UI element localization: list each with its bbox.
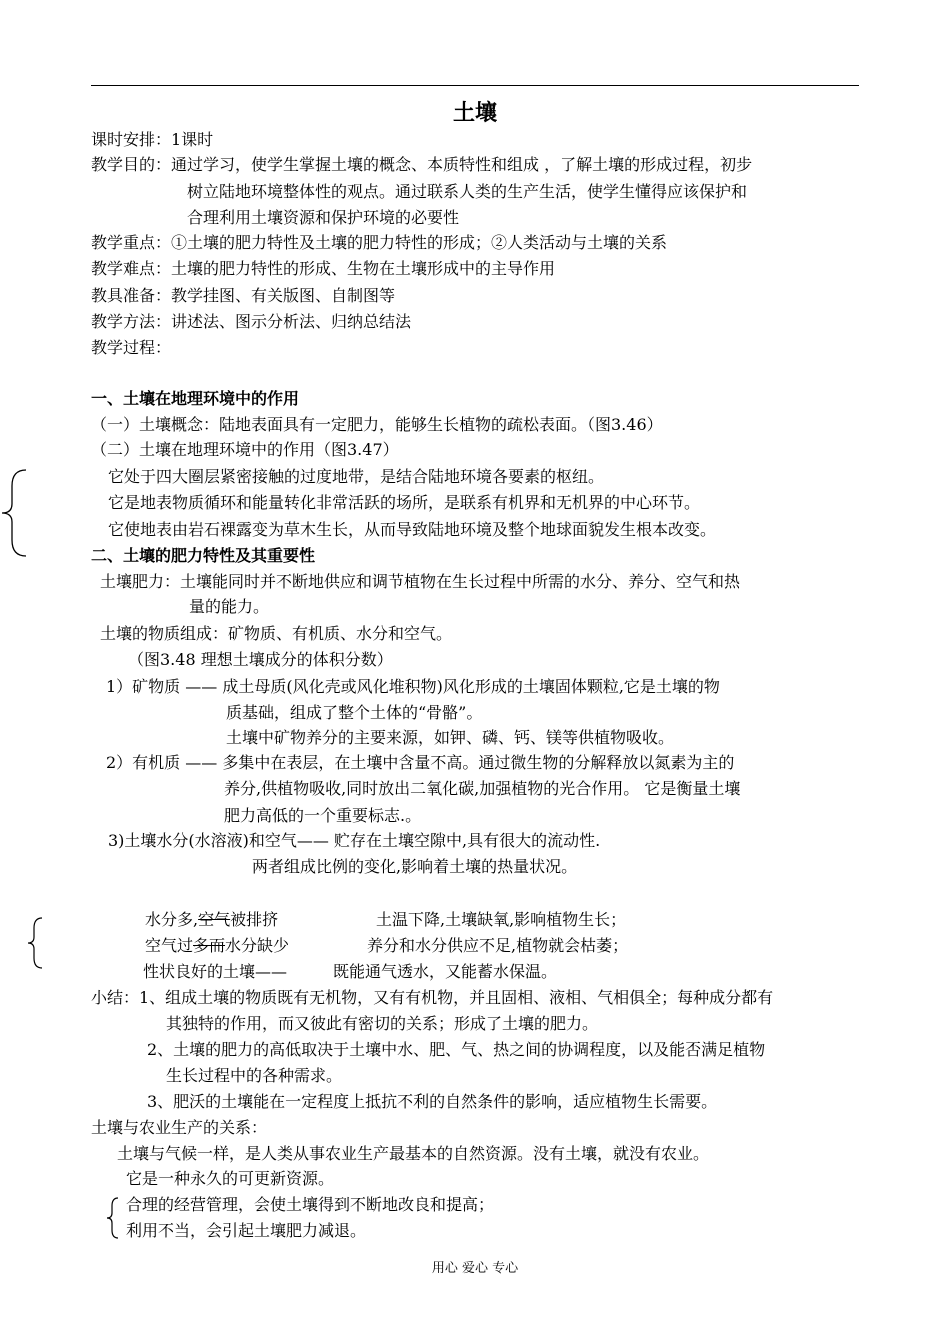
case-good-soil-effect: 既能通气透水，又能蓄水保温。 <box>333 962 558 981</box>
lesson-hours: 课时安排：1课时 <box>91 130 214 149</box>
organic-line: 养分,供植物吸收,同时放出二氧化碳,加强植物的光合作用。 它是衡量土壤 <box>224 779 741 798</box>
teaching-aim: 教学目的：通过学习，使学生掌握土壤的概念、本质特性和组成 ，了解土壤的形成过程，初步 <box>91 155 753 174</box>
mineral-line: 土壤中矿物养分的主要来源，如钾、磷、钙、镁等供植物吸收。 <box>226 728 675 747</box>
soil-composition: 土壤的物质组成：矿物质、有机质、水分和空气。 <box>100 624 453 643</box>
summary-line: 生长过程中的各种需求。 <box>166 1066 343 1085</box>
soil-role-heading: （二）土壤在地理环境中的作用（图3.47） <box>91 440 399 459</box>
left-brace-icon <box>105 1196 121 1240</box>
agriculture-line: 合理的经营管理，会使土壤得到不断地改良和提高； <box>126 1195 495 1214</box>
summary-line: 小结：1、组成土壤的物质既有无机物，又有有机物，并且固相、液相、气相俱全；每种成分都有 <box>91 988 774 1007</box>
water-air-line: 3)土壤水分(水溶液)和空气—— 贮存在土壤空隙中,具有很大的流动性. <box>108 831 601 850</box>
page-title: 土壤 <box>452 101 497 126</box>
key-points: 教学重点：①土壤的肥力特性及土壤的肥力特性的形成；②人类活动与土壤的关系 <box>91 233 668 252</box>
soil-concept: （一）土壤概念：陆地表面具有一定肥力，能够生长植物的疏松表面。（图3.46） <box>91 415 663 434</box>
case-excess-air-effect: 养分和水分供应不足,植物就会枯萎； <box>367 936 629 955</box>
difficult-points: 教学难点：土壤的肥力特性的形成、生物在土壤形成中的主导作用 <box>91 259 556 278</box>
section2-heading: 二、土壤的肥力特性及其重要性 <box>91 546 316 565</box>
case-excess-air: 空气过多而水分缺少 <box>145 936 290 955</box>
soil-fertility: 土壤肥力：土壤能同时并不断地供应和调节植物在生长过程中所需的水分、养分、空气和热 <box>100 572 741 591</box>
soil-role-item: 它处于四大圈层紧密接触的过度地带，是结合陆地环境各要素的枢纽。 <box>108 467 605 486</box>
left-brace-icon <box>0 468 30 558</box>
figure-note: （图3.48 理想土壤成分的体积分数） <box>128 650 393 669</box>
teaching-methods: 教学方法：讲述法、图示分析法、归纳总结法 <box>91 312 412 331</box>
case-good-soil: 性状良好的土壤—— <box>143 962 288 981</box>
soil-role-item: 它使地表由岩石裸露变为草木生长，从而导致陆地环境及整个地球面貌发生根本改变。 <box>108 520 717 539</box>
left-brace-icon <box>26 916 46 970</box>
page-footer: 用心 爱心 专心 <box>431 1261 519 1276</box>
teaching-aim-cont: 树立陆地环境整体性的观点。通过联系人类的生产生活，使学生懂得应该保护和 <box>187 182 748 201</box>
summary-line: 2、土壤的肥力的高低取决于土壤中水、肥、气、热之间的协调程度，以及能否满足植物 <box>147 1040 766 1059</box>
agriculture-heading: 土壤与农业生产的关系： <box>91 1118 268 1137</box>
case-excess-water-effect: 土温下降,土壤缺氧,影响植物生长； <box>376 910 627 929</box>
header-rule <box>91 85 859 86</box>
section1-heading: 一、土壤在地理环境中的作用 <box>91 389 300 408</box>
teaching-aids: 教具准备：教学挂图、有关版图、自制图等 <box>91 286 396 305</box>
water-air-line: 两者组成比例的变化,影响着土壤的热量状况。 <box>252 857 578 876</box>
soil-fertility-cont: 量的能力。 <box>189 597 270 616</box>
summary-line: 3、肥沃的土壤能在一定程度上抵抗不利的自然条件的影响，适应植物生长需要。 <box>147 1092 718 1111</box>
agriculture-line: 土壤与气候一样，是人类从事农业生产最基本的自然资源。没有土壤，就没有农业。 <box>117 1144 710 1163</box>
organic-line: 肥力高低的一个重要标志.。 <box>224 806 422 825</box>
mineral-line: 1）矿物质 —— 成土母质(风化壳或风化堆积物)风化形成的土壤固体颗粒,它是土壤的物 <box>106 677 720 696</box>
summary-line: 其独特的作用，而又彼此有密切的关系；形成了土壤的肥力。 <box>166 1014 599 1033</box>
agriculture-line: 它是一种永久的可更新资源。 <box>126 1169 335 1188</box>
mineral-line: 质基础，组成了整个土体的“骨骼”。 <box>226 703 483 722</box>
organic-line: 2）有机质 —— 多集中在表层，在土壤中含量不高。通过微生物的分解释放以氮素为主的 <box>106 753 735 772</box>
soil-role-item: 它是地表物质循环和能量转化非常活跃的场所，是联系有机界和无机界的中心环节。 <box>108 493 701 512</box>
teaching-process: 教学过程： <box>91 338 172 357</box>
case-excess-water: 水分多,空气被排挤 <box>145 910 279 929</box>
teaching-aim-cont: 合理利用土壤资源和保护环境的必要性 <box>187 208 460 227</box>
agriculture-line: 利用不当，会引起土壤肥力减退。 <box>126 1221 367 1240</box>
